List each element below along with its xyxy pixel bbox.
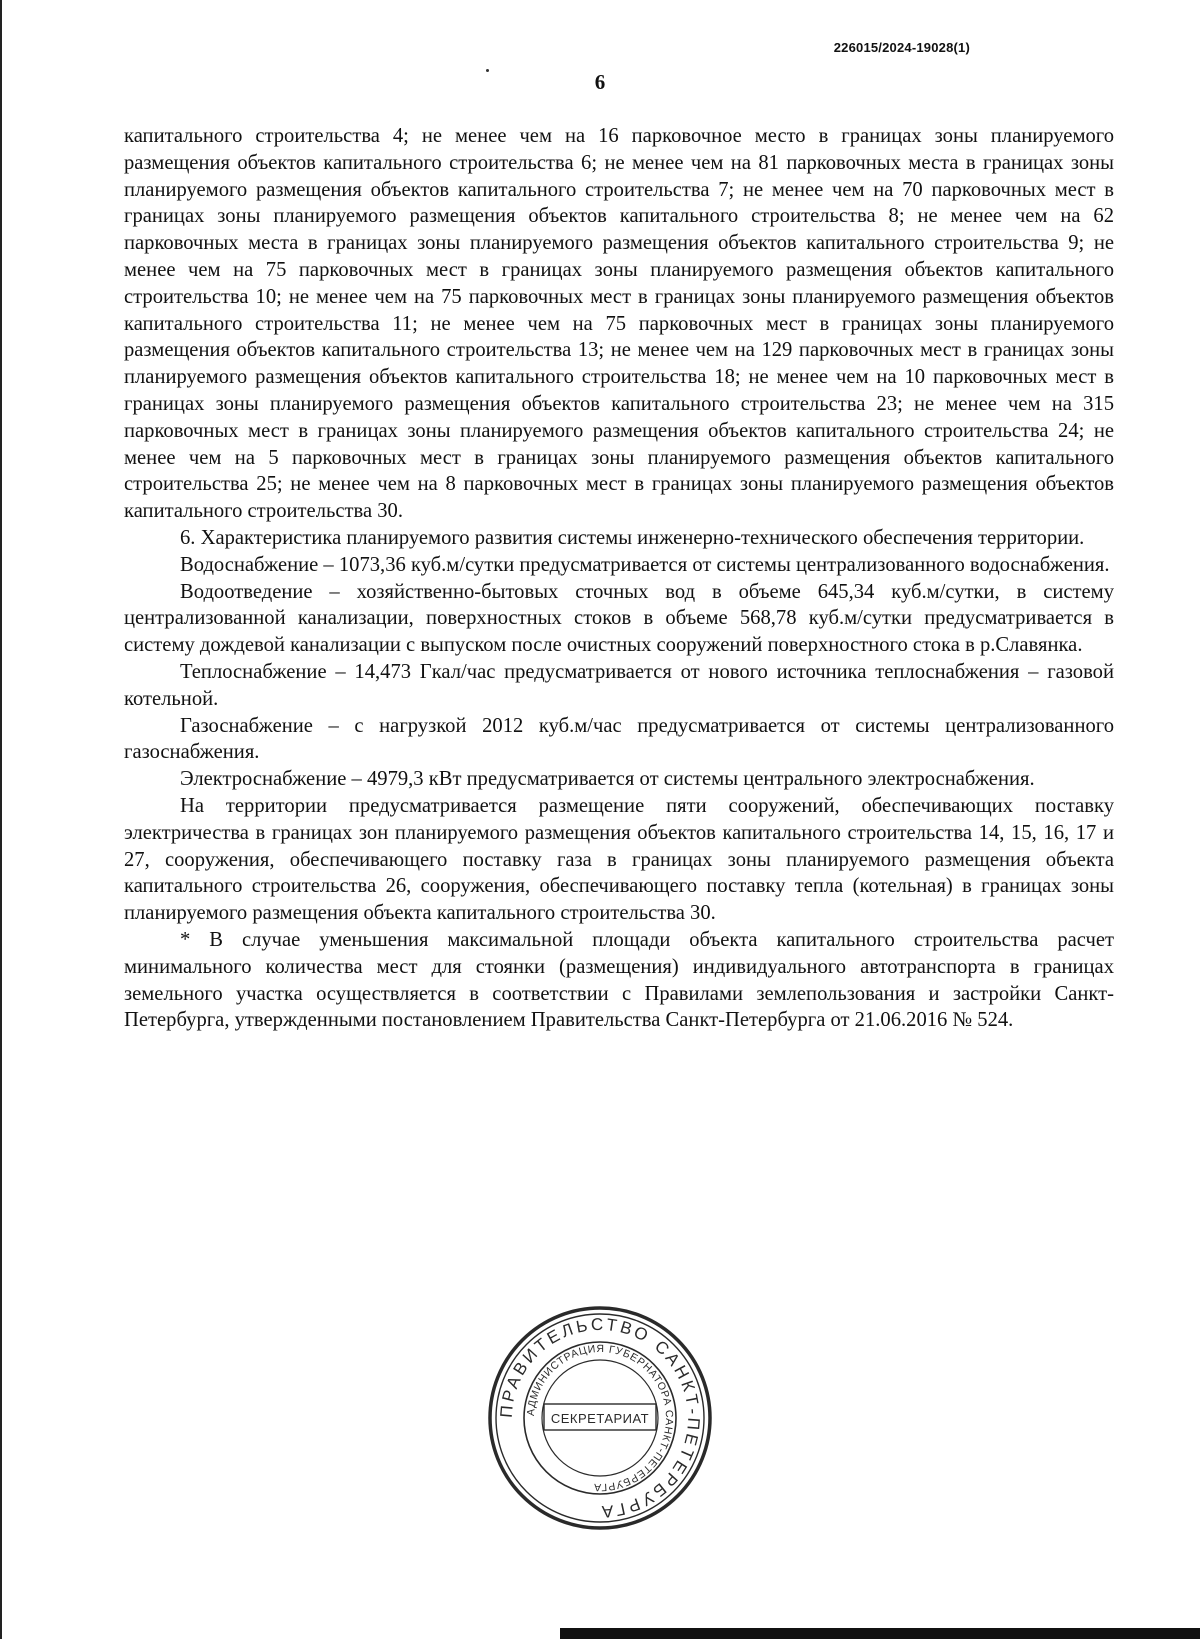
scan-edge-left bbox=[0, 0, 2, 1639]
power-supply-paragraph: Электроснабжение – 4979,3 кВт предусматривается от системы центрального электроснабжения. bbox=[180, 768, 1035, 791]
stamp-outer-text: ПРАВИТЕЛЬСТВО САНКТ-ПЕТЕРБУРГА bbox=[496, 1314, 704, 1522]
scan-edge-bottom bbox=[560, 1628, 1200, 1639]
document-body bbox=[124, 123, 1114, 1034]
parking-paragraph: капитального строительства 4; не менее чем на 16 парковочное место в границах зоны планируемого размещения объектов капитального строительства 6; не менее чем на 81 парковочных места в границах зоны планируемого размещения объектов капитального строительства 7; не менее чем на 70 парковочных мест в границах зоны планируемого размещения объектов капитального строительства 8; не менее чем на 62 парковочных места в границах зоны планируемого размещения объектов капитального строительства 9; не менее чем на 75 парковочных мест в границах зоны планируемого размещения объектов капитального строительства 10; не менее чем на 75 парковочных мест в границах зоны планируемого размещения объектов капитального строительства 11; не менее чем на 75 парковочных мест в границах зоны планируемого размещения объектов капитального строительства 13; не менее чем на 129 парковочных мест в границах зоны планируемого размещения объектов капитального строительства 18; не менее чем на 10 парковочных мест в границах зоны планируемого размещения объектов капитального строительства 23; не менее чем на 315 парковочных мест в границах зоны планируемого размещения объектов капитального строительства 24; не менее чем на 5 парковочных мест в границах зоны планируемого размещения объектов капитального строительства 25; не менее чем на 8 парковочных мест в границах зоны планируемого размещения объектов капитального строительства 30. bbox=[124, 125, 1114, 523]
structures-paragraph: На территории предусматривается размещение пяти сооружений, обеспечивающих поставку электричества в границах зон планируемого размещения объектов капитального строительства 14, 15, 16, 17 и 27, сооружения, обеспечивающего поставку газа в границах зоны планируемого размещения объекта капитального строительства 26, сооружения, обеспечивающего поставку тепла (котельная) в границах зоны планируемого размещения объекта капитального строительства 30. bbox=[124, 794, 1114, 925]
heat-supply-paragraph: Теплоснабжение – 14,473 Гкал/час предусматривается от нового источника теплоснабжения – газовой котельной. bbox=[124, 660, 1114, 710]
section-6-heading: 6. Характеристика планируемого развития системы инженерно-технического обеспечения территории. bbox=[180, 526, 1085, 549]
official-seal-stamp bbox=[486, 1304, 714, 1532]
water-supply-paragraph: Водоснабжение – 1073,36 куб.м/сутки предусматривается от системы централизованного водоснабжения. bbox=[180, 553, 1110, 576]
stamp-center-text: СЕКРЕТАРИАТ bbox=[550, 1411, 650, 1426]
footnote-paragraph: * В случае уменьшения максимальной площади объекта капитального строительства расчет минимального количества мест для стоянки (размещения) индивидуального автотранспорта в границах земельного участка осуществляется в соответствии с Правилами землепользования и застройки Санкт-Петербурга, утвержденными постановлением Правительства Санкт-Петербурга от 21.06.2016 № 524. bbox=[124, 928, 1114, 1032]
gas-supply-paragraph: Газоснабжение – с нагрузкой 2012 куб.м/час предусматривается от системы централизованного газоснабжения. bbox=[124, 714, 1114, 764]
page-number: 6 bbox=[594, 70, 606, 94]
stamp-inner-text: АДМИНИСТРАЦИЯ ГУБЕРНАТОРА САНКТ-ПЕТЕРБУРГА bbox=[524, 1342, 676, 1494]
drainage-paragraph: Водоотведение – хозяйственно-бытовых сточных вод в объеме 645,34 куб.м/сутки, в систему централизованной канализации, поверхностных стоков в объеме 568,78 куб.м/сутки предусматривается в систему дождевой канализации с выпуском после очистных сооружений поверхностного стока в р.Славянка. bbox=[124, 580, 1114, 657]
document-number: 226015/2024-19028(1) bbox=[833, 40, 970, 55]
